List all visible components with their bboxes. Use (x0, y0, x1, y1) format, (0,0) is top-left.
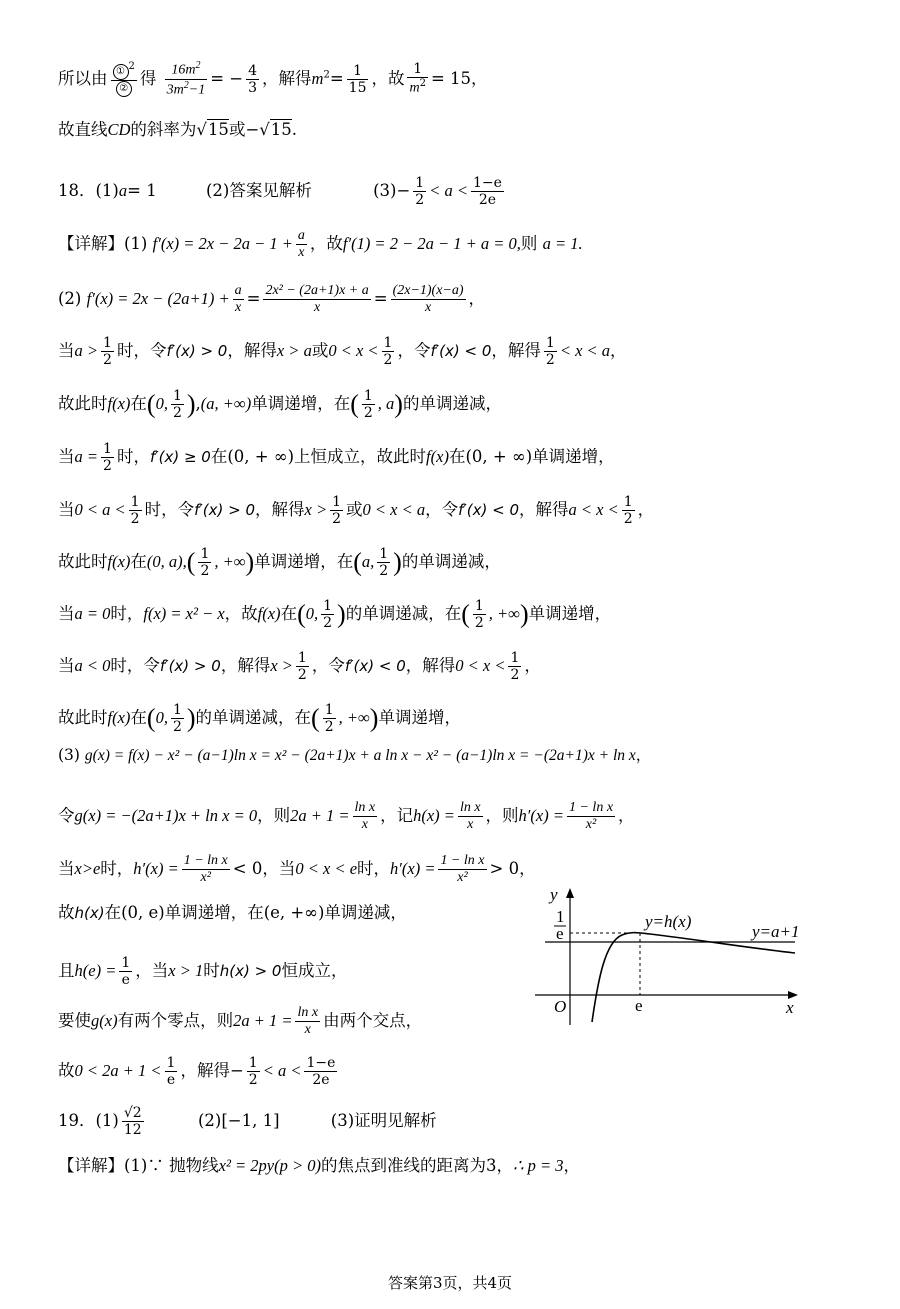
function-graph (530, 880, 805, 1028)
part-3-derivative-sign: 当x>e时，h′(x) = $\frac{\text{1 − ln x}}{\text{x²}}$ < 0，当0 < x < e时，h′(x) = $\frac{\text{1 − ln x}}{\text{x²}}$ > 0， (58, 853, 536, 886)
part-3-monotonic: 故h(x)在(0, e)单调递增，在(e, +∞)单调递减， (58, 903, 407, 922)
part-3-max: 且h(e) = $\frac{1}{e}$ ，当x > 1时h(x) > 0恒成立， (58, 955, 348, 989)
y-axis-arrow (566, 888, 574, 898)
x-axis-label: x (786, 998, 794, 1017)
case-1: 当a > $\frac{1}{2}$ 时，令f′(x) > 0，解得x > a或0 < x < $\frac{1}{2}$ ，令f′(x) < 0，解得 $\frac{1}{2}$ < x < a， (58, 335, 627, 369)
x-tick-e: e (635, 996, 643, 1015)
y-tick-e: e (556, 924, 564, 943)
q18-answers: 18．(1)a= 1 (2)答案见解析 (3)− $\frac{1}{2}$ < a < $\frac{1-e}{2e}$ (58, 175, 502, 209)
part-3-g: (3) g(x) = f(x) − x² − (a−1)ln x = x² − (2a+1)x + a ln x − x² − (a−1)ln x = −(2a+1)x + ln x， (58, 746, 652, 764)
y-tick-one: 1 (556, 907, 565, 926)
case-5: 当a < 0时，令f′(x) > 0，解得x > $\frac{1}{2}$ ，令f′(x) < 0，解得0 < x < $\frac{1}{2}$ ， (58, 650, 541, 684)
label-y-h-x: y=h(x) (645, 912, 692, 931)
case-5-result: 故此时f(x)在(0, $\frac{1}{2}$ )的单调递减，在( $\frac{1}{2}$ , +∞)单调递增， (58, 702, 461, 736)
y-axis-label: y (550, 885, 558, 904)
origin-label: O (554, 997, 567, 1016)
case-3-result: 故此时f(x)在(0, a),( $\frac{1}{2}$ , +∞)单调递增，在(a, $\frac{1}{2}$ )的单调递减， (58, 546, 501, 580)
case-4: 当a = 0时，f(x) = x² − x，故f(x)在(0, $\frac{1}{2}$ )的单调递减，在( $\frac{1}{2}$ , +∞)单调递增， (58, 598, 612, 632)
page-footer: 答案第3页，共4页 (387, 1274, 513, 1292)
q19-answers: 19．(1) $\frac{√2}{12}$ (2)[−1, 1] (3)证明见解析 (58, 1105, 437, 1139)
case-3: 当0 < a < $\frac{1}{2}$ 时，令f′(x) > 0，解得x > $\frac{1}{2}$ 或0 < x < a，令f′(x) < 0，解得a < x < $\frac{1}{2}$ ， (58, 494, 655, 528)
part-3-conclusion: 故0 < 2a + 1 < $\frac{1}{e}$ ，解得− $\frac{1}{2}$ < a < $\frac{1-e}{2e}$ (58, 1055, 336, 1089)
curve-h-x (592, 933, 795, 1022)
case-1-result: 故此时f(x)在(0, $\frac{1}{2}$ ),(a, +∞)单调递增，在( $\frac{1}{2}$ , a)的单调递减， (58, 388, 502, 422)
line-slope: 故直线CD的斜率为√15或−√15. (58, 120, 298, 139)
case-2: 当a = $\frac{1}{2}$ 时，f′(x) ≥ 0在(0, + ∞)上恒成立，故此时f(x)在(0, + ∞)单调递增， (58, 441, 615, 475)
line-ratio: 所以由 $\frac{① ^2}{\text{②}}$ 得 $\frac{16m^2}{3m^2-1}$ = − $\frac{4}{3}$ ，解得$m^2=$ $\frac{1}{15}$ ，故 $\frac{1}{m^2}$ = 15， (58, 60, 488, 98)
label-y-a-plus-1: y=a+1 (752, 922, 800, 941)
part-3-zeros: 要使g(x)有两个零点，则2a + 1 = $\frac{\text{ln x}}{x}$ 由两个交点， (58, 1005, 423, 1038)
detail-2: (2) f′(x) = 2x − (2a+1) + $\frac{a}{x}$ = $\frac{\text{2x² − (2a+1)x + a}}{x}$ = $\frac{(2x-1)(x-a)}{x}$ ， (58, 283, 486, 316)
part-3-h: 令g(x) = −(2a+1)x + ln x = 0，则2a + 1 = $\frac{\text{ln x}}{x}$ ，记h(x) = $\frac{\text{ln x}}{x}$ ，则h′(x) = $\frac{\text{1 − ln x}}{\text{x²}}$ ， (58, 800, 635, 833)
detail-1: 【详解】(1) f′(x) = 2x − 2a − 1 + $\frac{a}{x}$ ，故f′(1) = 2 − 2a − 1 + a = 0,则 a = 1. (58, 228, 583, 261)
q19-detail: 【详解】(1)∵ 抛物线x² = 2py(p > 0)的焦点到准线的距离为3，∴ p = 3， (58, 1156, 580, 1175)
